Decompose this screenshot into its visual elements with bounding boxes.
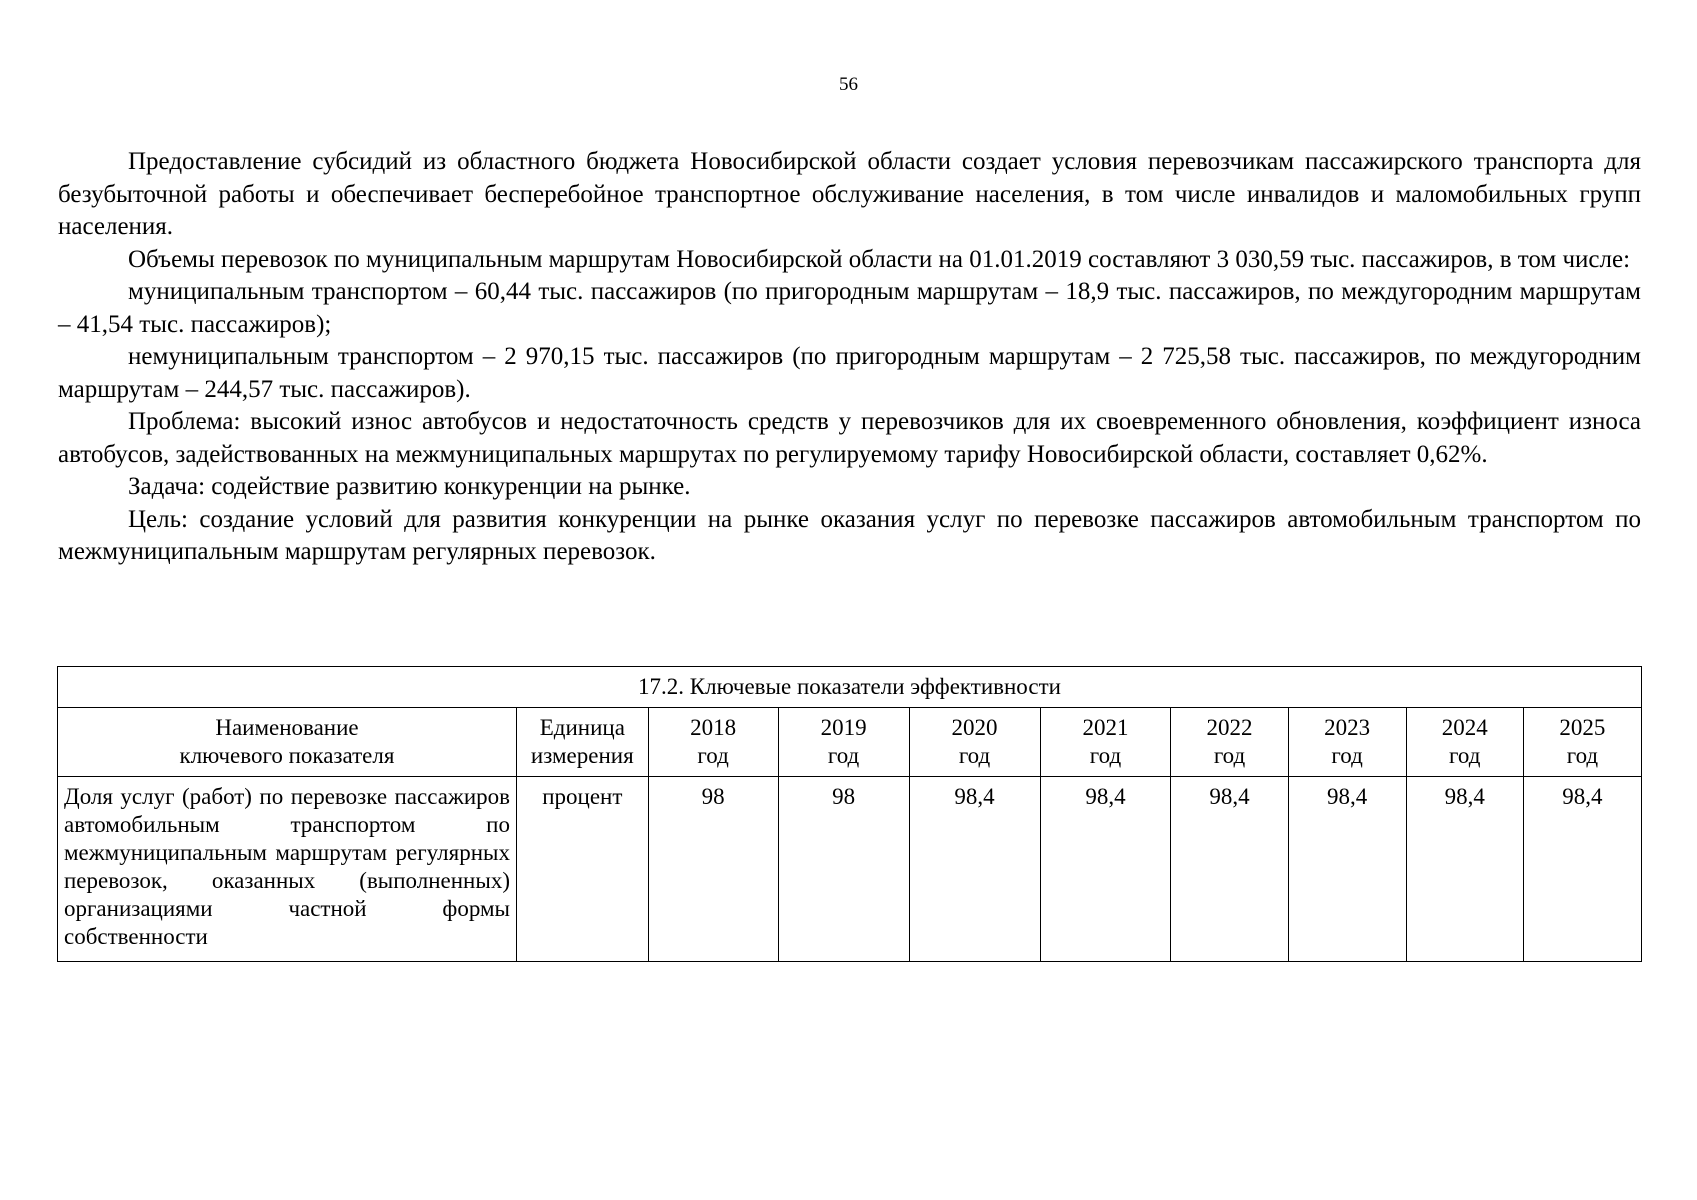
- page-number: 56: [839, 74, 858, 95]
- indicator-name-cell: Доля услуг (работ) по перевозке пассажиров автомобильным транспортом по межмуниципальным маршрутам регулярных перевозок, оказанных (выполненных) организациями частной формы собственности: [58, 777, 517, 962]
- paragraph-municipal-transport: муниципальным транспортом – 60,44 тыс. пассажиров (по пригородным маршрутам – 18,9 тыс. пассажиров, по междугородним маршрутам – 41,54 тыс. пассажиров);: [58, 278, 1641, 338]
- table-caption: 17.2. Ключевые показатели эффективности: [58, 667, 1642, 708]
- header-year-word: год: [697, 743, 729, 768]
- header-unit: [516, 708, 648, 777]
- header-year-2024: [1406, 708, 1523, 777]
- header-year: 2021: [1082, 715, 1129, 740]
- value-2024-cell: 98,4: [1406, 777, 1523, 962]
- header-year-word: год: [827, 743, 860, 768]
- value-2018-cell: 98: [648, 777, 778, 962]
- header-year-word: год: [1089, 743, 1122, 768]
- header-year-2023: [1288, 708, 1406, 777]
- header-year-2021: [1040, 708, 1171, 777]
- paragraph-subsidies: Предоставление субсидий из областного бюджета Новосибирской области создает условия перевозчикам пассажирского транспорта для безубыточной работы и обеспечивает бесперебойное транспортное обслуживание населения, в том числе инвалидов и маломобильных групп населения.: [58, 148, 1641, 240]
- header-unit-line-1: Единица: [539, 715, 625, 740]
- paragraph-goal: Цель: создание условий для развития конкуренции на рынке оказания услуг по перевозке пассажиров автомобильным транспортом по межмуниципальным маршрутам регулярных перевозок.: [58, 505, 1641, 565]
- header-year-2022: [1171, 708, 1288, 777]
- header-year-word: год: [1449, 743, 1481, 768]
- header-year-word: год: [1331, 743, 1363, 768]
- header-year: 2025: [1559, 715, 1606, 740]
- kpi-table: [57, 666, 1642, 962]
- header-year-2019: [778, 708, 909, 777]
- value-2023-cell: 98,4: [1288, 777, 1406, 962]
- paragraph-non-municipal-transport: немуниципальным транспортом – 2 970,15 тыс. пассажиров (по пригородным маршрутам – 2 725,58 тыс. пассажиров, по междугородним маршрутам – 244,57 тыс. пассажиров).: [58, 343, 1641, 403]
- unit-cell: процент: [516, 777, 648, 962]
- value-2021-cell: 98,4: [1040, 777, 1171, 962]
- value-2019-cell: 98: [778, 777, 909, 962]
- header-year: 2023: [1324, 715, 1371, 740]
- table-header-row: [58, 708, 1642, 777]
- header-year-2018: [648, 708, 778, 777]
- header-year: 2019: [820, 715, 867, 740]
- paragraph-transport-volumes: Объемы перевозок по муниципальным маршрутам Новосибирской области на 01.01.2019 составляют 3 030,59 тыс. пассажиров, в том числе:: [128, 245, 1631, 273]
- value-2020-cell: 98,4: [909, 777, 1040, 962]
- header-unit-line-2: измерения: [530, 743, 634, 768]
- header-year-word: год: [1213, 743, 1246, 768]
- value-2025-cell: 98,4: [1523, 777, 1641, 962]
- header-year: 2018: [690, 715, 737, 740]
- value-2022-cell: 98,4: [1171, 777, 1288, 962]
- header-year-2020: [909, 708, 1040, 777]
- table-row: [58, 777, 1642, 962]
- document-body: [58, 146, 1641, 569]
- header-year-word: год: [1566, 743, 1599, 768]
- header-indicator: [58, 708, 517, 777]
- header-indicator-line-1: Наименование: [215, 715, 359, 740]
- header-indicator-line-2: ключевого показателя: [179, 743, 395, 768]
- paragraph-problem: Проблема: высокий износ автобусов и недостаточность средств у перевозчиков для их своевременного обновления, коэффициент износа автобусов, задействованных на межмуниципальных маршрутах по регулируемому тарифу Новосибирской области, составляет 0,62%.: [58, 408, 1641, 468]
- header-year: 2020: [951, 715, 998, 740]
- paragraph-task: Задача: содействие развитию конкуренции на рынке.: [128, 473, 691, 500]
- header-year: 2024: [1441, 715, 1488, 740]
- header-year: 2022: [1206, 715, 1253, 740]
- header-year-word: год: [958, 743, 991, 768]
- header-year-2025: [1523, 708, 1641, 777]
